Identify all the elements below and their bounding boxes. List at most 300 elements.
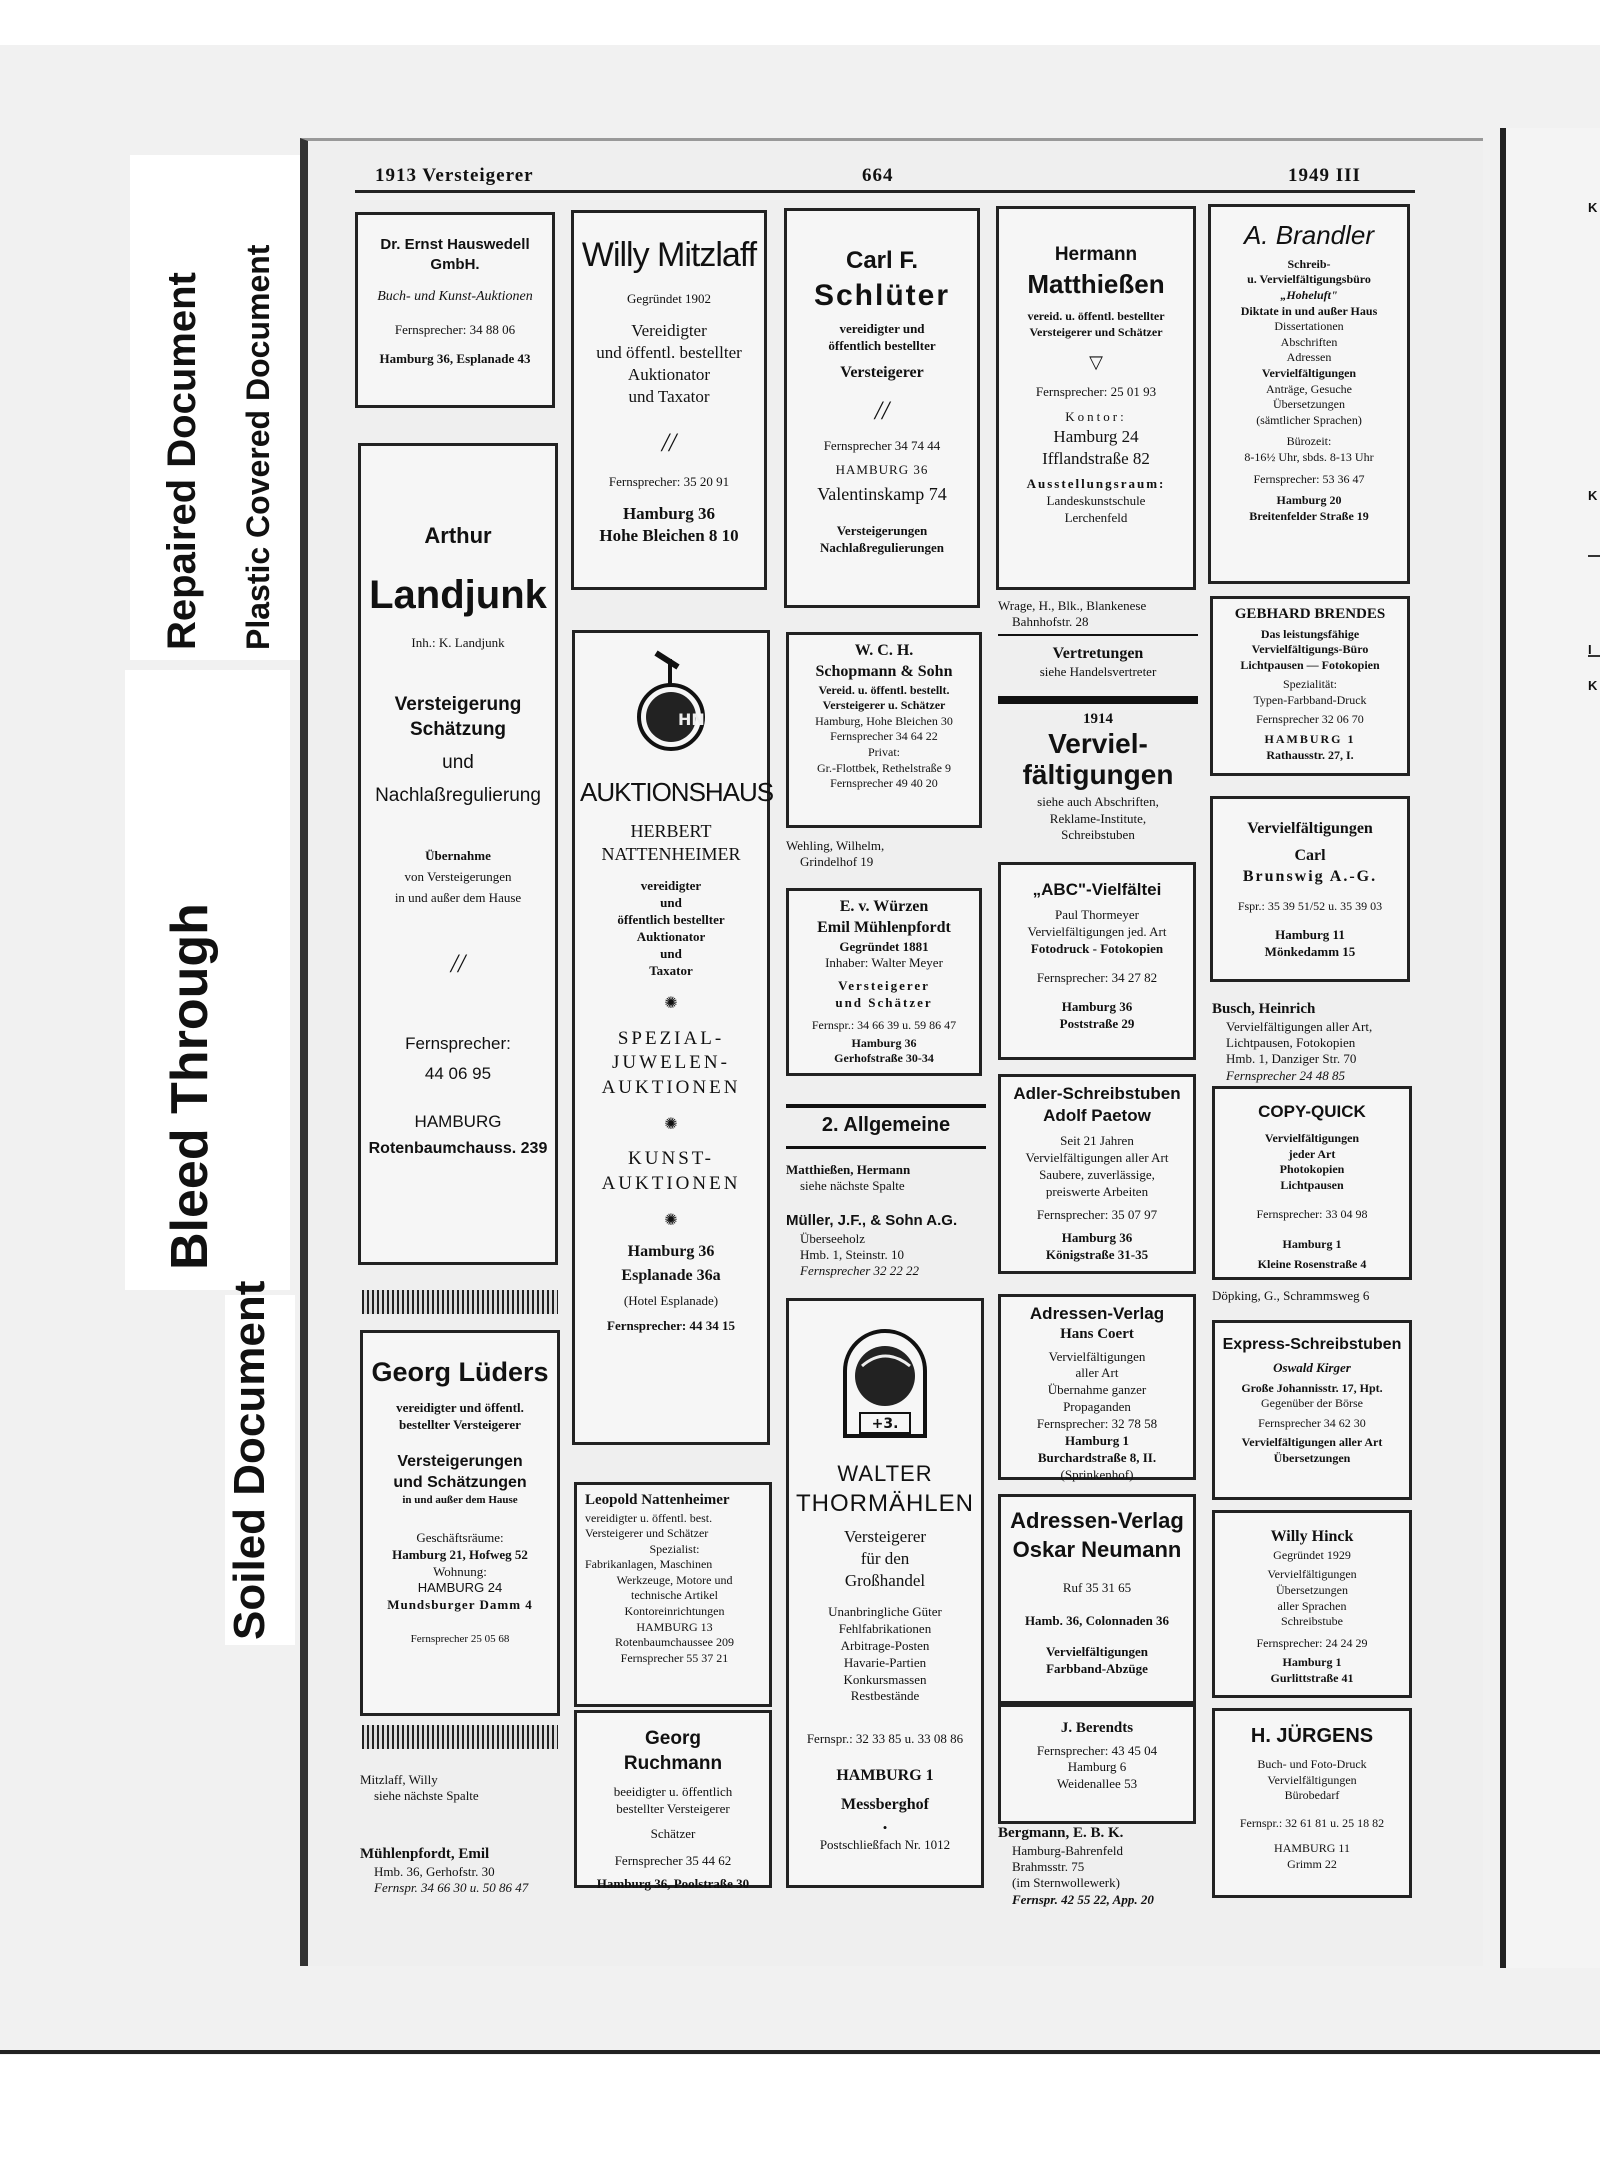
ad-line: Gr.-Flottbek, Rethelstraße 9 xyxy=(817,760,951,775)
ad-name: Georg Lüders xyxy=(371,1357,549,1387)
entry-name: Müller, J.F., & Sohn A.G. xyxy=(786,1212,958,1229)
facing-letter: K xyxy=(1588,488,1598,503)
entry-wehling xyxy=(786,838,986,871)
ad-line: (sämtlicher Sprachen) xyxy=(1256,412,1362,427)
ad-city: HAMBURG 1 xyxy=(836,1767,934,1785)
ad-brandler xyxy=(1208,204,1410,584)
ad-role: Versteigerer xyxy=(840,363,924,381)
ad-line: Versteigerungen xyxy=(836,522,928,538)
ad-line: Gegenüber der Börse xyxy=(1261,1396,1363,1411)
ad-wuerzen xyxy=(786,888,982,1076)
ad-city: Hamburg 11 xyxy=(1275,926,1345,942)
ad-owner: Oswald Kirger xyxy=(1273,1359,1351,1375)
ad-willy-mitzlaff xyxy=(571,210,767,590)
ornament-icon: ✺ xyxy=(664,1115,678,1133)
entry-line: Fernspr. 34 66 30 u. 50 86 47 xyxy=(374,1880,529,1895)
ad-address: Hamburg 21, Hofweg 52 xyxy=(392,1546,528,1562)
ad-line: Auktionator xyxy=(636,929,706,945)
ad-phone: Fernsprecher: 34 88 06 xyxy=(394,322,516,338)
ad-line: Versteigerer und Schätzer xyxy=(585,1526,709,1541)
entry-line: Grindelhof 19 xyxy=(800,854,874,870)
ad-neumann xyxy=(998,1494,1196,1704)
ad-line: Wohnung: xyxy=(433,1563,487,1579)
ad-founded: Gegründet 1929 xyxy=(1273,1547,1351,1562)
ad-hinck xyxy=(1212,1510,1412,1698)
ad-name: H. JÜRGENS xyxy=(1250,1725,1374,1747)
ad-city: HAMBURG xyxy=(414,1111,502,1131)
ad-line: Lichtpausen — Fotokopien xyxy=(1240,657,1380,672)
ad-line: technische Artikel xyxy=(631,1588,718,1603)
ad-line: Vereid. u. öffentl. bestellt. xyxy=(818,682,950,697)
ad-address: Breitenfelder Straße 19 xyxy=(1249,508,1369,523)
ad-line: Versteigerer und Schätzer xyxy=(1029,325,1163,340)
ad-name: J. Berendts xyxy=(1060,1720,1134,1736)
ad-address: Grimm 22 xyxy=(1287,1856,1337,1871)
ad-line: und öffentl. bestellter xyxy=(596,343,742,363)
ad-line: preiswerte Arbeiten xyxy=(1045,1183,1149,1199)
entry-matthiessen-ref xyxy=(786,1162,986,1195)
ad-line: (Sprinkenhof) xyxy=(1060,1466,1134,1482)
ad-copyquick xyxy=(1212,1086,1412,1280)
ad-line: KUNST- xyxy=(628,1148,714,1170)
ad-name: A. Brandler xyxy=(1243,220,1375,250)
ad-line: bestellter Versteigerer xyxy=(399,1416,521,1432)
ad-address: Rathausstr. 27, I. xyxy=(1266,747,1354,762)
ad-name: Adler-Schreibstuben xyxy=(1013,1084,1181,1103)
auction-hammer-logo xyxy=(626,645,716,755)
ad-address: HAMBURG 24 xyxy=(417,1580,503,1596)
rule-bar xyxy=(362,1725,558,1749)
ad-phone-label: Fernsprecher: xyxy=(405,1033,511,1053)
ad-phone: Fernsprecher: 35 20 91 xyxy=(608,474,730,490)
section-rule xyxy=(786,1146,986,1149)
ad-line: Versteigerer xyxy=(838,978,930,994)
entry-line: Fernspr. 42 55 22, App. 20 xyxy=(1012,1891,1154,1907)
ad-line: aller Art xyxy=(1075,1365,1119,1381)
entry-line: siehe nächste Spalte xyxy=(374,1788,479,1804)
entry-busch xyxy=(1212,1000,1422,1084)
ad-city: Hamburg 6 xyxy=(1067,1759,1127,1775)
ad-name: Willy Mitzlaff xyxy=(581,236,757,274)
ad-line: Nachlaßregulierungen xyxy=(820,539,944,555)
ad-address: Königstraße 31-35 xyxy=(1045,1246,1149,1262)
ad-name: GEBHARD BRENDES xyxy=(1234,606,1386,622)
ad-city: Hamburg 1 xyxy=(1065,1433,1129,1449)
rule-bar xyxy=(362,1290,558,1314)
ad-phone: Fernsprecher 25 05 68 xyxy=(410,1633,510,1646)
ad-line: in und außer dem Hause xyxy=(402,1494,518,1507)
ad-juergens xyxy=(1212,1708,1412,1898)
ad-phone: Fernspr.: 34 66 39 u. 59 86 47 xyxy=(811,1018,957,1033)
ad-name: E. v. Würzen xyxy=(839,898,929,915)
ad-leopold-nattenheimer xyxy=(574,1482,772,1707)
ad-line: Arbitrage-Posten xyxy=(840,1637,930,1653)
ad-line: beeidigter u. öffentlich xyxy=(613,1784,733,1800)
ad-line: vereidigter u. öffentl. best. xyxy=(585,1510,713,1525)
header-rule xyxy=(355,190,1415,193)
logo-monogram: HN xyxy=(678,710,705,729)
ad-berendts xyxy=(998,1704,1196,1824)
ad-nattenheimer xyxy=(572,630,774,1445)
ad-line: Übersetzungen xyxy=(1273,397,1345,412)
entry-name: Matthießen, Hermann xyxy=(786,1162,911,1177)
ad-line: öffentlich bestellter xyxy=(617,912,725,928)
ad-line: Spezialität: xyxy=(1283,677,1337,692)
ad-address: Hamburg 36, Poolstraße 30 xyxy=(596,1875,750,1891)
ad-line: Versteigerung xyxy=(394,694,522,716)
ad-city: Hamburg 1 xyxy=(1282,1655,1342,1670)
ad-phone: Fspr.: 35 39 51/52 u. 35 39 03 xyxy=(1237,899,1383,914)
ad-phone: Fernsprecher: 25 01 93 xyxy=(1035,384,1157,400)
ad-name: Ruchmann xyxy=(623,1752,723,1774)
emblem-label: +3. xyxy=(871,1416,899,1432)
ad-name: Willy Hinck xyxy=(1270,1528,1354,1545)
ad-phone: Fernsprecher 34 74 44 xyxy=(823,437,941,453)
ad-line: vereidigter und öffentl. xyxy=(396,1400,524,1416)
ad-line: und xyxy=(442,751,474,773)
ad-name: Adressen-Verlag xyxy=(1010,1508,1184,1533)
ad-phone: Fernsprecher: 34 27 82 xyxy=(1036,969,1158,985)
ad-address: Burchardstraße 8, II. xyxy=(1037,1449,1157,1465)
ad-line: Photokopien xyxy=(1279,1162,1345,1177)
ad-address: Gurlittstraße 41 xyxy=(1270,1670,1354,1685)
ad-line: Vervielfältigungen xyxy=(1048,1348,1146,1364)
stamp-bleed: Bleed Through xyxy=(161,903,219,1270)
header-section: 1913 Versteigerer xyxy=(375,165,534,186)
ad-schlueter xyxy=(784,208,980,608)
ad-phone: Ruf 35 31 65 xyxy=(1062,1580,1132,1596)
ad-line: Unanbringliche Güter xyxy=(828,1603,942,1619)
ad-line: jeder Art xyxy=(1288,1146,1336,1161)
ad-line: Konkursmassen xyxy=(843,1671,927,1687)
ad-city: Hamburg 36 xyxy=(1061,1229,1133,1245)
facing-letter: I xyxy=(1588,642,1592,657)
ad-line: Nachlaßregulierung xyxy=(375,784,541,806)
section-heading: fältigungen xyxy=(1022,758,1174,790)
ad-lueders xyxy=(360,1330,560,1716)
ad-line: u. Vervielfältigungsbüro xyxy=(1247,272,1371,287)
ad-address: Kleine Rosenstraße 4 xyxy=(1257,1256,1367,1271)
ad-line: 8-16½ Uhr, sbds. 8-13 Uhr xyxy=(1244,449,1374,464)
ad-line: Abschriften xyxy=(1280,334,1338,349)
ad-line: Restbestände xyxy=(850,1688,920,1704)
ad-phone: Fernsprecher: 32 78 58 xyxy=(1036,1416,1158,1432)
ad-line: Kontor: xyxy=(1065,408,1127,424)
ad-line: Fabrikanlagen, Maschinen xyxy=(585,1557,713,1572)
ad-line: HAMBURG 13 xyxy=(636,1619,713,1634)
entry-name: Wehling, Wilhelm, xyxy=(786,838,885,853)
ad-line: und Taxator xyxy=(628,387,710,407)
section-number: 1914 xyxy=(1083,711,1113,727)
ad-line: vereid. u. öffentl. bestellter xyxy=(1027,309,1165,324)
entry-mueller xyxy=(786,1212,986,1280)
ad-name: Leopold Nattenheimer xyxy=(585,1492,730,1508)
entry-muehlenpfordt xyxy=(360,1845,560,1896)
ad-owner: Paul Thormeyer xyxy=(1055,907,1139,923)
ad-address: Poststraße 29 xyxy=(1059,1015,1135,1031)
ornament-icon: ✺ xyxy=(664,994,678,1012)
ad-line: Versteigerungen xyxy=(397,1452,523,1470)
entry-name: Döpking, G., Schrammsweg 6 xyxy=(1212,1288,1370,1303)
ad-address: Große Johannisstr. 17, Hpt. xyxy=(1241,1380,1383,1395)
ad-line: und Schätzungen xyxy=(393,1473,527,1491)
ad-name: NATTENHEIMER xyxy=(601,844,741,865)
ad-line: Vereidigter xyxy=(631,321,707,341)
ad-line: Großhandel xyxy=(844,1570,926,1590)
section-rule xyxy=(786,1104,986,1108)
ad-line: Das leistungsfähige xyxy=(1260,626,1360,641)
ad-line: bestellter Versteigerer xyxy=(616,1801,730,1817)
ad-line: Rotenbaumchaussee 209 xyxy=(615,1635,734,1650)
ad-phone: Fernsprecher: 43 45 04 xyxy=(1036,1742,1158,1758)
ad-city: HAMBURG 1 xyxy=(1264,732,1356,747)
ad-phone: Fernspr.: 32 33 85 u. 33 08 86 xyxy=(806,1731,964,1747)
ad-line: Vervielfältigungen xyxy=(1045,1643,1149,1659)
ad-line: Landeskunstschule xyxy=(1046,492,1146,508)
ad-line: und xyxy=(660,895,682,911)
entry-line: Reklame-Institute, xyxy=(1049,810,1147,826)
ad-line: „Hoheluft" xyxy=(1280,287,1338,302)
triangle-icon: ▽ xyxy=(1089,351,1103,372)
ad-line: Ausstellungsraum: xyxy=(1026,476,1166,492)
entry-name: Bergmann, E. B. K. xyxy=(998,1825,1124,1841)
ad-line: SPEZIAL- xyxy=(617,1027,725,1049)
ad-city: Hamburg 20 xyxy=(1276,493,1342,508)
ad-name: Brunswig A.-G. xyxy=(1242,867,1378,885)
facing-rule xyxy=(1588,655,1600,657)
stamp-soiled: Soiled Document xyxy=(225,1280,274,1640)
ad-line: Vervielfältigungen xyxy=(1264,1131,1360,1146)
ad-abc xyxy=(998,862,1196,1060)
ad-line: Auktionator xyxy=(627,365,711,385)
section-rule xyxy=(998,634,1198,636)
entry-line: siehe nächste Spalte xyxy=(800,1178,905,1194)
ad-line: Fernsprecher 49 40 20 xyxy=(830,776,938,791)
facing-page-edge xyxy=(1500,128,1600,1968)
entry-line: Hamburg-Bahrenfeld xyxy=(1012,1842,1123,1858)
entry-vertretungen xyxy=(998,644,1198,680)
entry-line: Lichtpausen, Fotokopien xyxy=(1226,1035,1356,1050)
ad-line: öffentlich bestellter xyxy=(828,338,936,354)
ad-title: Vervielfältigungen xyxy=(1247,820,1373,837)
ad-line: AUKTIONEN xyxy=(601,1076,741,1098)
ad-address: Esplanade 36a xyxy=(621,1267,721,1285)
section-heading: 2. Allgemeine xyxy=(821,1114,951,1136)
ad-founded: Gegründet 1902 xyxy=(626,291,712,307)
ad-line: Fehlfabrikationen xyxy=(838,1620,932,1636)
ad-owner: Inh.: K. Landjunk xyxy=(411,634,505,650)
ad-name: COPY-QUICK xyxy=(1258,1102,1366,1121)
ad-address: Hamburg 36, Esplanade 43 xyxy=(379,351,531,367)
ad-line: Vervielfältigungen aller Art xyxy=(1025,1150,1169,1166)
ad-mark: // xyxy=(450,948,466,978)
entry-line: Hmb. 1, Danziger Str. 70 xyxy=(1226,1051,1357,1067)
ad-line: Vervielfältigungen jed. Art xyxy=(1027,923,1167,939)
ad-name: Landjunk xyxy=(369,572,547,617)
header-year: 1949 III xyxy=(1288,165,1361,186)
ad-address: Mönkedamm 15 xyxy=(1264,943,1356,959)
ad-founded: Gegründet 1881 xyxy=(839,938,929,954)
section-1914 xyxy=(998,710,1198,843)
ad-firstname: Hermann xyxy=(1054,244,1138,265)
ad-name: Emil Mühlenpfordt xyxy=(817,918,951,936)
ad-firstname: Carl xyxy=(1294,846,1326,864)
ad-name: Express-Schreibstuben xyxy=(1222,1336,1402,1353)
ad-line: Schreib- xyxy=(1287,256,1331,271)
ad-line: Adressen xyxy=(1286,350,1332,365)
stamp-repaired: Repaired Document xyxy=(160,272,204,650)
ad-line: (Hotel Esplanade) xyxy=(623,1293,719,1309)
ad-name: THORMÄHLEN xyxy=(795,1490,974,1518)
ad-name: Matthießen xyxy=(1027,268,1165,299)
ad-line: und xyxy=(660,946,682,962)
ad-thormaehlen xyxy=(786,1298,984,1888)
ad-line: Anträge, Gesuche xyxy=(1266,381,1352,396)
ad-firstname: Arthur xyxy=(424,523,492,548)
ad-hauswedell xyxy=(355,212,555,408)
ad-phone: Fernsprecher 35 44 62 xyxy=(614,1853,732,1869)
ad-line: Postschließfach Nr. 1012 xyxy=(819,1836,951,1852)
ad-line: Hamburg, Hohe Bleichen 30 xyxy=(815,713,953,728)
ad-mark: // xyxy=(874,395,890,425)
ad-city: Hamburg 36 xyxy=(627,1242,715,1260)
ad-name: Oskar Neumann xyxy=(1012,1536,1182,1562)
ad-owner: Inhaber: Walter Meyer xyxy=(825,955,943,971)
ad-firstname: Georg xyxy=(645,1728,701,1749)
entry-line: Brahmsstr. 75 xyxy=(1012,1859,1085,1874)
ad-line: Versteigerer xyxy=(843,1526,927,1546)
ad-address: Ifflandstraße 82 xyxy=(1042,448,1150,468)
ad-line: Fernsprecher 34 64 22 xyxy=(830,729,938,744)
entry-line: Vervielfältigungen aller Art, xyxy=(1226,1018,1373,1034)
ad-line: für den xyxy=(860,1548,910,1568)
ad-line: Taxator xyxy=(649,962,693,978)
entry-doepking xyxy=(1212,1288,1427,1304)
entry-line: Schreibstuben xyxy=(1061,826,1135,842)
scan-bottom-margin xyxy=(0,2055,1600,2177)
ad-name: Adolf Paetow xyxy=(1043,1106,1151,1126)
ad-line: Kontoreinrichtungen xyxy=(624,1604,725,1619)
ad-line: Übersetzungen xyxy=(1276,1582,1348,1597)
ad-line: und Schätzer xyxy=(835,995,933,1011)
ad-line: JUWELEN- xyxy=(612,1052,730,1074)
ad-brunswig xyxy=(1210,796,1410,982)
entry-name: Busch, Heinrich xyxy=(1212,1001,1316,1017)
entry-line: siehe Handelsvertreter xyxy=(1039,664,1157,679)
ad-line: Übersetzungen xyxy=(1273,1451,1351,1466)
ad-subtitle: Buch- und Kunst-Auktionen xyxy=(377,289,533,304)
ad-name: Schlüter xyxy=(813,279,951,313)
ad-line: Spezialist: xyxy=(649,1541,700,1556)
section-heading: Verviel- xyxy=(1048,727,1148,759)
ad-city: Hamburg 1 xyxy=(1282,1237,1342,1252)
ad-address: Rotenbaumchauss. 239 xyxy=(368,1139,548,1157)
ad-line: Havarie-Partien xyxy=(843,1654,927,1670)
ad-schopmann xyxy=(786,632,982,828)
entry-name: Mühlenpfordt, Emil xyxy=(360,1846,490,1862)
ad-firstname: WALTER xyxy=(837,1460,933,1486)
ad-name: „ABC"-Vielfältei xyxy=(1032,880,1162,899)
ad-line: HERBERT xyxy=(630,820,712,841)
ad-address: Weidenallee 53 xyxy=(1056,1776,1138,1792)
ad-express xyxy=(1212,1320,1412,1500)
ad-phone: Fernspr.: 32 61 81 u. 25 18 82 xyxy=(1239,1815,1385,1830)
facing-rule xyxy=(1588,555,1600,557)
entry-line: Hmb. 1, Steinstr. 10 xyxy=(800,1247,905,1262)
ad-line: vereidigter xyxy=(640,878,702,894)
ad-line: Seit 21 Jahren xyxy=(1060,1133,1134,1149)
ad-line: Saubere, zuverlässige, xyxy=(1039,1166,1155,1182)
ad-line: Fernsprecher 55 37 21 xyxy=(620,1650,729,1665)
entry-line: Fernsprecher 32 22 22 xyxy=(800,1263,920,1279)
ad-line: Farbband-Abzüge xyxy=(1046,1660,1148,1676)
ad-phone: Fernsprecher: 35 07 97 xyxy=(1036,1206,1158,1222)
ad-line: Vervielfältigungen xyxy=(1267,1567,1357,1582)
ad-line: Versteigerer u. Schätzer xyxy=(822,698,946,713)
facing-letter: K xyxy=(1588,200,1598,215)
condition-labels xyxy=(130,155,300,1655)
ad-address: Hamb. 36, Colonnaden 36 xyxy=(1024,1613,1170,1629)
entry-line: Überseeholz xyxy=(800,1230,865,1246)
entry-bergmann xyxy=(998,1824,1198,1908)
page-number: 664 xyxy=(862,165,894,186)
ad-matthiessen xyxy=(996,206,1196,590)
ad-line: Schätzung xyxy=(409,719,507,741)
ad-line: Diktate in und außer Haus xyxy=(1240,303,1378,318)
scan-bottom-edge xyxy=(0,2050,1600,2054)
ad-coert xyxy=(998,1294,1196,1480)
entry-line: Bahnhofstr. 28 xyxy=(1012,614,1089,630)
ad-line: Vervielfältigungen xyxy=(1267,1772,1357,1787)
ad-phone: Fernsprecher: 53 36 47 xyxy=(1253,471,1365,486)
ad-address: Valentinskamp 74 xyxy=(817,484,947,505)
ad-city: Hamburg 36 xyxy=(622,504,716,524)
ad-line: Werkzeuge, Motore und xyxy=(616,1572,733,1587)
entry-line: Hmb. 36, Gerhofstr. 30 xyxy=(374,1863,495,1879)
ad-line: Vervielfältigungs-Büro xyxy=(1251,642,1369,657)
ad-line: aller Sprachen xyxy=(1277,1598,1347,1613)
ad-line: Lerchenfeld xyxy=(1064,509,1128,525)
ad-firstname: W. C. H. xyxy=(854,642,914,659)
ad-city: HAMBURG 36 xyxy=(835,462,929,478)
stamp-plastic: Plastic Covered Document xyxy=(240,244,276,650)
scan-top-margin xyxy=(0,0,1600,45)
ad-line: Bürozeit: xyxy=(1286,434,1332,449)
ad-line: Übernahme ganzer xyxy=(1047,1382,1147,1398)
entry-name: Vertretungen xyxy=(1052,645,1144,662)
facing-letter: K xyxy=(1588,678,1598,693)
ad-name: Hans Coert xyxy=(1060,1326,1134,1343)
ad-line: in und außer dem Hause xyxy=(394,890,522,906)
ad-city: HAMBURG 11 xyxy=(1274,1841,1350,1856)
entry-line: Fernsprecher 24 48 85 xyxy=(1226,1067,1346,1083)
ad-line: Schätzer xyxy=(650,1826,696,1842)
ad-line: Buch- und Foto-Druck xyxy=(1257,1757,1367,1771)
ad-address: Hohe Bleichen 8 10 xyxy=(599,526,739,546)
entry-line: siehe auch Abschriften, xyxy=(1037,794,1159,810)
ad-mark: // xyxy=(661,428,677,458)
ad-phone: Fernsprecher: 33 04 98 xyxy=(1256,1207,1368,1222)
ad-phone: 44 06 95 xyxy=(424,1063,492,1083)
ad-adler xyxy=(998,1074,1196,1274)
ad-name: Schopmann & Sohn xyxy=(815,662,953,680)
ad-name: Dr. Ernst Hauswedell GmbH. xyxy=(380,236,530,273)
ad-phone: Fernsprecher 32 06 70 xyxy=(1256,712,1364,727)
ad-line: Bürobedarf xyxy=(1284,1788,1340,1803)
thormaehlen-emblem xyxy=(840,1321,930,1441)
ad-line: AUKTIONEN xyxy=(601,1173,741,1195)
ad-firstname: Carl F. xyxy=(845,247,919,274)
